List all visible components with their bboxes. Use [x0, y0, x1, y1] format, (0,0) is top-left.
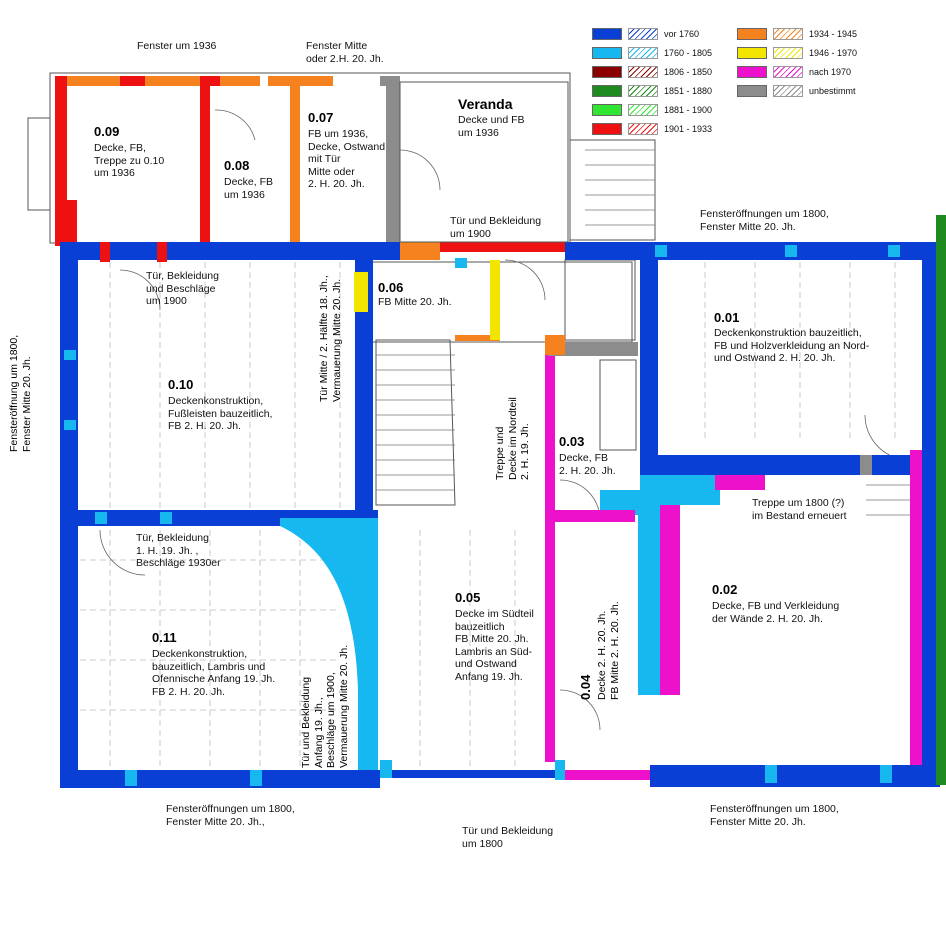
note-tuer-1h19: Tür, Bekleidung 1. H. 19. Jh. , Beschläge 1930er — [136, 532, 221, 569]
legend-hatch — [773, 47, 803, 59]
legend-label: nach 1970 — [809, 67, 852, 77]
legend-label: unbestimmt — [809, 86, 856, 96]
note-fenster-south-east: Fensteröffnungen um 1800, Fenster Mitte 20. Jh. — [710, 803, 839, 828]
legend — [592, 28, 892, 138]
legend-label: 1946 - 1970 — [809, 48, 858, 58]
legend-label: 1806 - 1850 — [664, 67, 713, 77]
room-note-004: Decke 2. H. 20. Jh. FB Mitte 2. H. 20. Jh. — [596, 601, 621, 700]
legend-item — [737, 28, 857, 40]
room-number-001: 0.01 — [714, 310, 740, 325]
legend-swatch — [737, 85, 767, 97]
legend-item — [737, 66, 851, 78]
legend-item — [737, 47, 857, 59]
room-number-004: 0.04 — [578, 674, 593, 700]
room-note-011: Deckenkonstruktion, bauzeitlich, Lambris und Ofennische Anfang 19. Jh. FB 2. H. 20. Jh. — [152, 648, 276, 698]
legend-hatch — [628, 66, 658, 78]
note-fenster-mitte: Fenster Mitte oder 2.H. 20. Jh. — [306, 40, 384, 65]
room-number-011: 0.11 — [152, 630, 177, 645]
room-number-006: 0.06 — [378, 280, 404, 295]
note-tuer-south-1800: Tür und Bekleidung um 1800 — [462, 825, 554, 850]
legend-swatch — [592, 47, 622, 59]
note-fenster-north: Fensteröffnungen um 1800, Fenster Mitte 20. Jh. — [700, 208, 829, 233]
legend-label: 1760 - 1805 — [664, 48, 713, 58]
room-note-003: Decke, FB 2. H. 20. Jh. — [559, 452, 616, 477]
legend-swatch — [592, 104, 622, 116]
room-note-009: Decke, FB, Treppe zu 0.10 um 1936 — [94, 142, 165, 179]
note-treppe-1800: Treppe um 1800 (?) im Bestand erneuert — [752, 497, 847, 522]
legend-hatch — [773, 66, 803, 78]
legend-item — [737, 85, 856, 97]
room-note-010: Deckenkonstruktion, Fußleisten bauzeitlich, FB 2. H. 20. Jh. — [168, 395, 273, 432]
room-number-009: 0.09 — [94, 124, 120, 139]
legend-swatch — [592, 85, 622, 97]
legend-item — [592, 28, 699, 40]
legend-label: 1851 - 1880 — [664, 86, 713, 96]
note-tuer-1900-top: Tür und Bekleidung um 1900 — [450, 215, 542, 240]
legend-item — [592, 123, 712, 135]
legend-swatch — [592, 66, 622, 78]
legend-swatch — [592, 28, 622, 40]
legend-hatch — [628, 104, 658, 116]
legend-label: 1901 - 1933 — [664, 124, 713, 134]
note-treppe-nordteil: Treppe und Decke im Nordteil 2. H. 19. Jh. — [494, 397, 531, 480]
room-number-veranda: Veranda — [458, 96, 513, 112]
room-note-002: Decke, FB und Verkleidung der Wände 2. H. 20. Jh. — [712, 600, 840, 625]
note-fenster-west: Fensteröffnung um 1800, Fenster Mitte 20. Jh. — [8, 334, 33, 452]
legend-item — [592, 85, 712, 97]
legend-item — [592, 104, 712, 116]
legend-swatch — [737, 47, 767, 59]
legend-item — [592, 47, 712, 59]
room-number-007: 0.07 — [308, 110, 334, 125]
room-note-005: Decke im Südteil bauzeitlich FB Mitte 20. Jh. Lambris an Süd- und Ostwand Anfang 19. Jh. — [455, 608, 534, 683]
room-number-003: 0.03 — [559, 434, 585, 449]
note-fenster-1936: Fenster um 1936 — [137, 40, 217, 52]
legend-swatch — [592, 123, 622, 135]
legend-swatch — [737, 28, 767, 40]
legend-hatch — [628, 85, 658, 97]
room-number-008: 0.08 — [224, 158, 250, 173]
note-tuer-beschlaege: Tür, Bekleidung und Beschläge um 1900 — [146, 270, 219, 307]
room-number-005: 0.05 — [455, 590, 481, 605]
legend-swatch — [737, 66, 767, 78]
legend-hatch — [773, 28, 803, 40]
note-fenster-south-west: Fensteröffnungen um 1800, Fenster Mitte 20. Jh., — [166, 803, 295, 828]
room-note-006: FB Mitte 20. Jh. — [378, 296, 452, 308]
room-note-001: Deckenkonstruktion bauzeitlich, FB und Holzverkleidung an Nord- und Ostwand 2. H. 20. Jh. — [714, 327, 870, 364]
note-tuer-mitte18: Tür Mitte / 2. Hälfte 18. Jh., Vermauerung Mitte 20. Jh. — [318, 275, 343, 402]
room-note-008: Decke, FB um 1936 — [224, 176, 274, 201]
note-tuer-anfang19: Tür und Bekleidung Anfang 19. Jh., Beschläge um 1900, Vermauerung Mitte 20. Jh. — [300, 644, 350, 768]
annex-window — [28, 118, 50, 210]
legend-hatch — [628, 28, 658, 40]
legend-label: 1881 - 1900 — [664, 105, 713, 115]
room-note-007: FB um 1936, Decke, Ostwand mit Tür Mitte oder 2. H. 20. Jh. — [308, 128, 386, 190]
legend-hatch — [628, 123, 658, 135]
legend-label: 1934 - 1945 — [809, 29, 858, 39]
legend-hatch — [628, 47, 658, 59]
room-number-002: 0.02 — [712, 582, 738, 597]
legend-label: vor 1760 — [664, 29, 700, 39]
legend-item — [592, 66, 712, 78]
legend-hatch — [773, 85, 803, 97]
room-number-010: 0.10 — [168, 377, 194, 392]
room-note-veranda: Decke und FB um 1936 — [458, 114, 525, 139]
